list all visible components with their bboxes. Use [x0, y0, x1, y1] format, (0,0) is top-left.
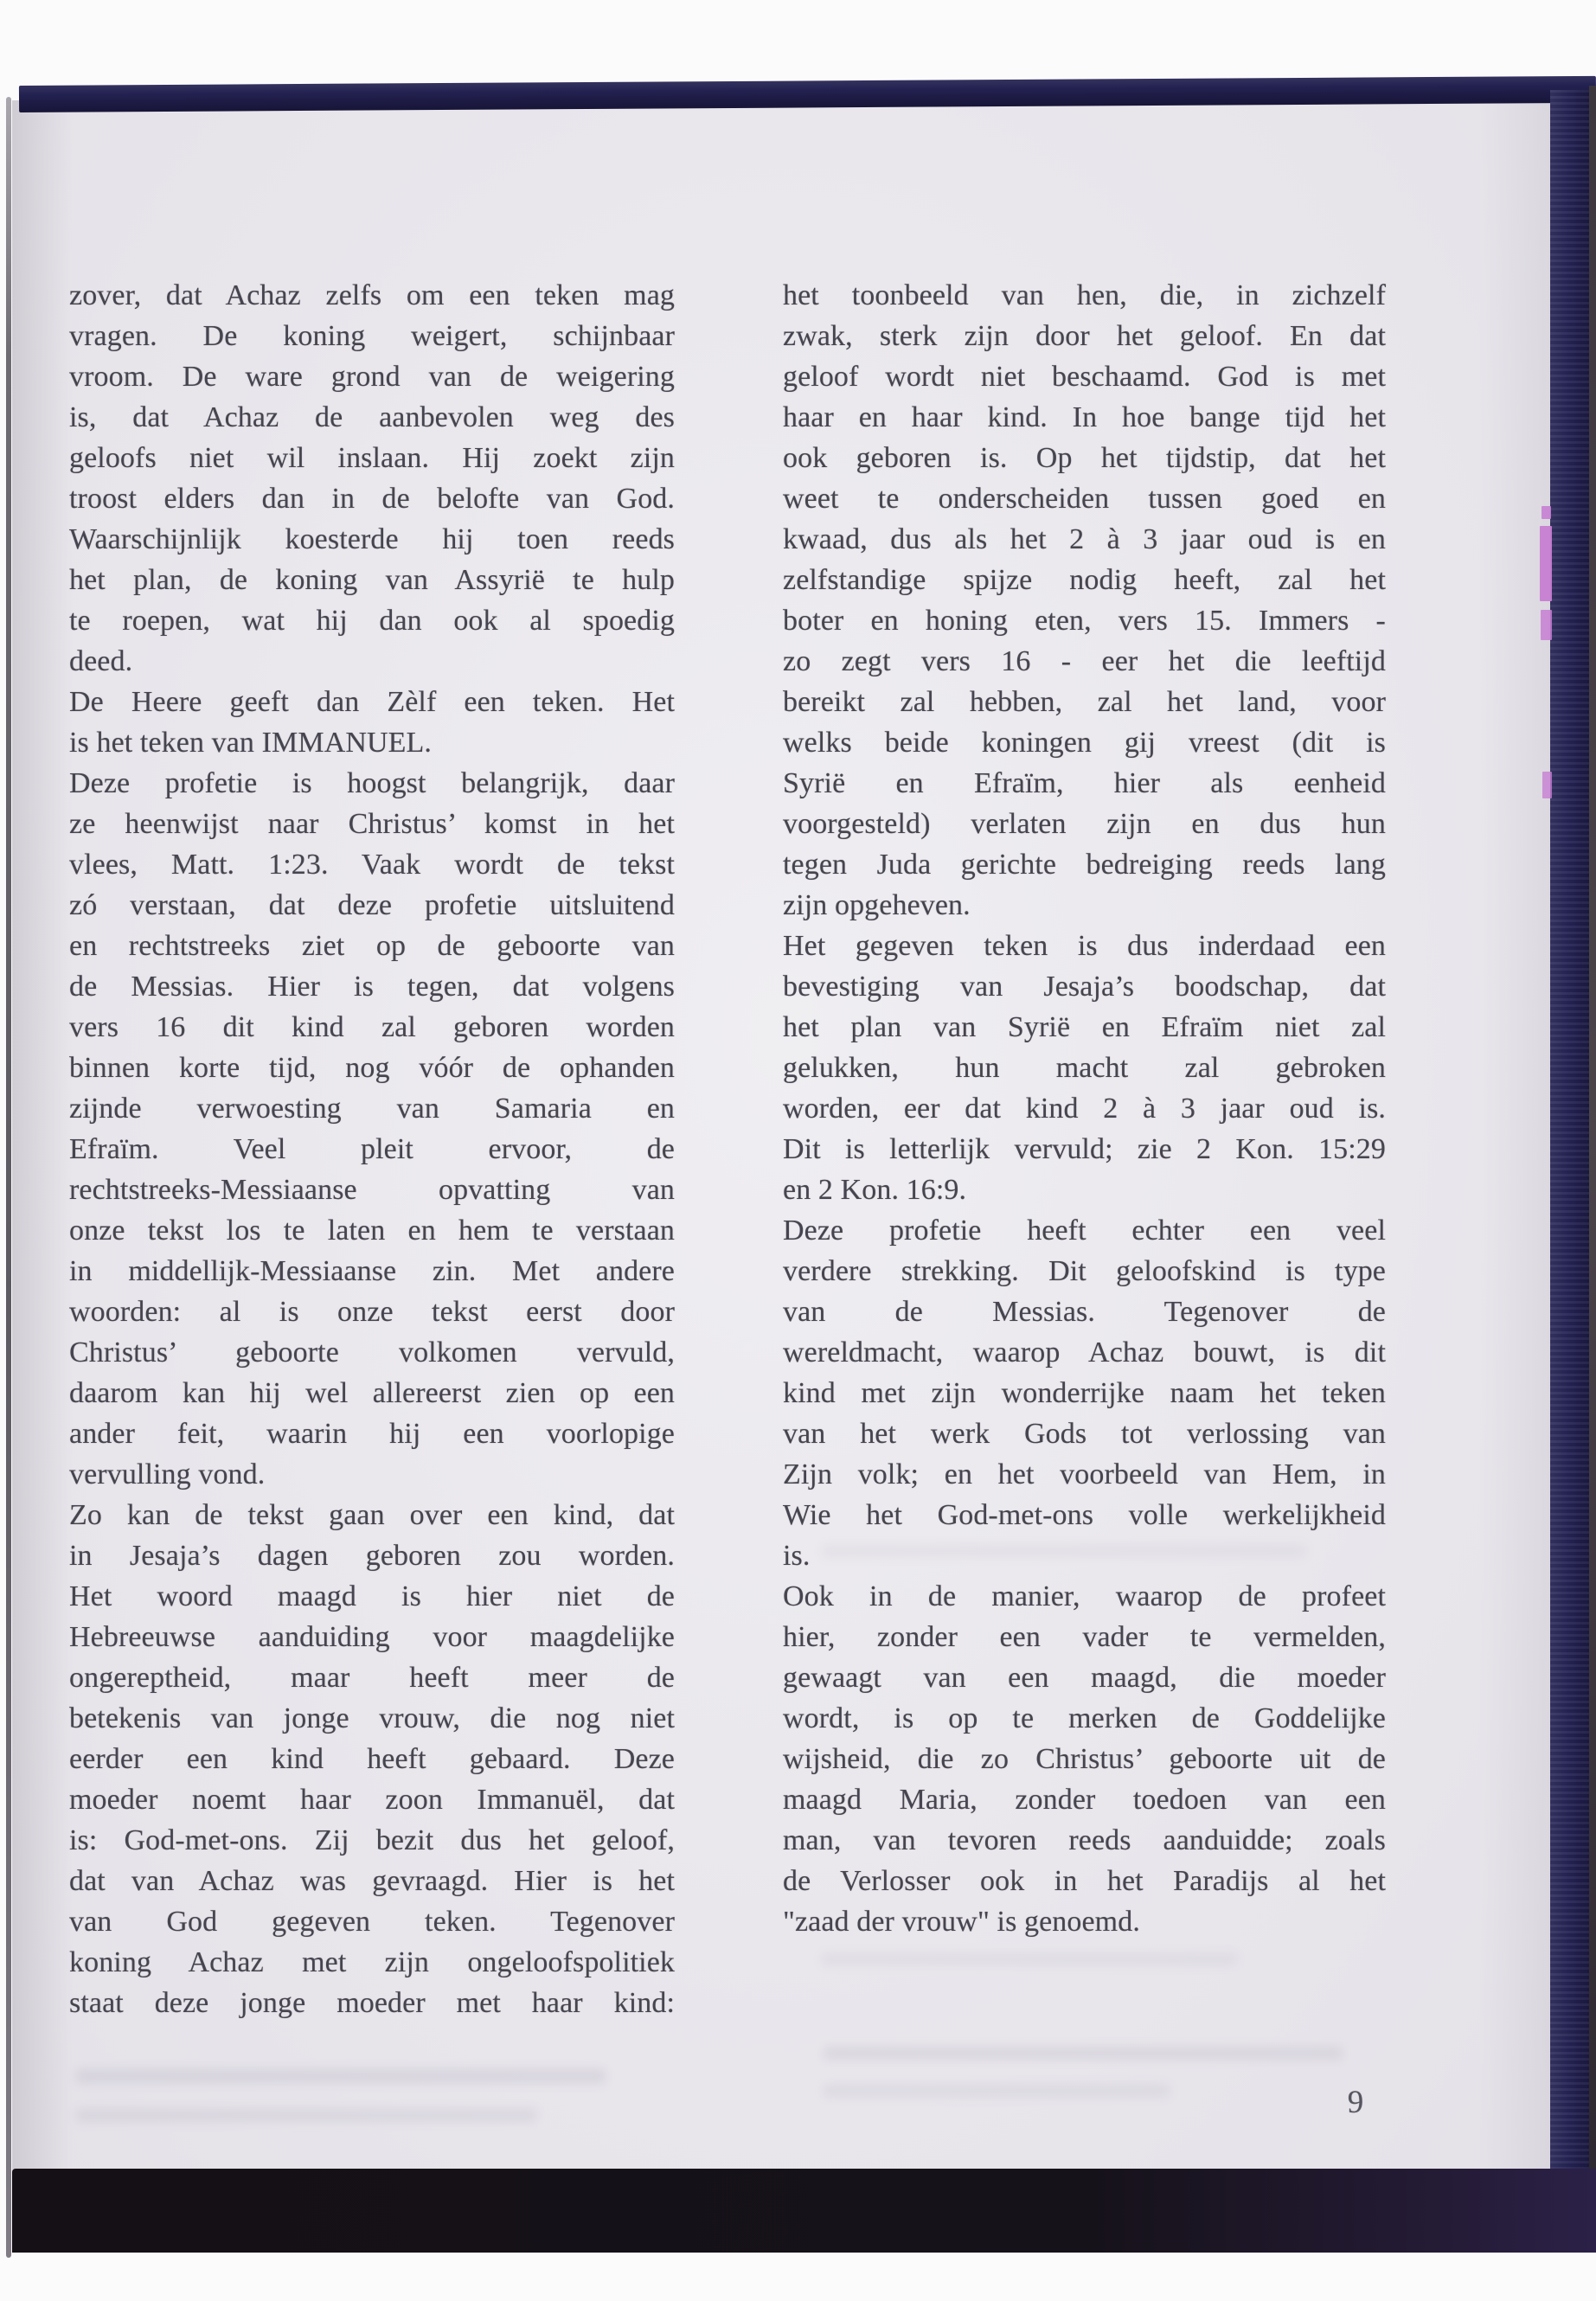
text-line: zijnde verwoesting van Samaria en [69, 1093, 675, 1125]
text-line: van het werk Gods tot verlossing van [783, 1418, 1386, 1450]
text-line: Het woord maagd is hier niet de [69, 1580, 675, 1612]
text-line: wereldmacht, waarop Achaz bouwt, is dit [783, 1336, 1386, 1368]
text-line: "zaad der vrouw" is genoemd. [783, 1906, 1140, 1938]
text-line: onze tekst los te laten en hem te verstaan [69, 1215, 675, 1247]
highlight-mark [1540, 526, 1552, 601]
highlight-mark [1542, 506, 1551, 519]
text-line: vervulling vond. [69, 1458, 266, 1490]
bleed-through-mark [76, 2069, 606, 2083]
text-column-right [783, 275, 1386, 1942]
text-line: staat deze jonge moeder met haar kind: [69, 1987, 675, 2019]
scanner-background-bottom [12, 2169, 1596, 2253]
text-line: zo zegt vers 16 - eer het die leeftijd [783, 645, 1386, 677]
text-line: gewaagt van een maagd, die moeder [783, 1662, 1386, 1694]
text-line: ongereptheid, maar heeft meer de [69, 1662, 675, 1694]
text-line: deed. [69, 645, 133, 677]
text-line: geloofs niet wil inslaan. Hij zoekt zijn [69, 442, 675, 474]
scan-edge-shadow-right [1589, 86, 1596, 2201]
text-line: wijsheid, die zo Christus’ geboorte uit de [783, 1743, 1386, 1775]
text-line: troost elders dan in de belofte van God. [69, 483, 675, 515]
text-line: bereikt zal hebben, zal het land, voor [783, 686, 1386, 718]
text-line: geloof wordt niet beschaamd. God is met [783, 361, 1386, 393]
highlight-mark [1541, 610, 1552, 640]
text-line: Deze profetie is hoogst belangrijk, daar [69, 767, 675, 799]
text-line: boter en honing eten, vers 15. Immers - [783, 605, 1386, 637]
text-line: is het teken van IMMANUEL. [69, 727, 433, 759]
text-line: Dit is letterlijk vervuld; zie 2 Kon. 15:29 [783, 1133, 1386, 1165]
text-line: ook geboren is. Op het tijdstip, dat het [783, 442, 1386, 474]
text-line: Ook in de manier, waarop de profeet [783, 1580, 1386, 1612]
text-line: is. [783, 1540, 811, 1572]
text-line: te roepen, wat hij dan ook al spoedig [69, 605, 675, 637]
text-line: in Jesaja’s dagen geboren zou worden. [69, 1540, 675, 1572]
text-line: in middellijk-Messiaanse zin. Met andere [69, 1255, 675, 1287]
text-line: zijn opgeheven. [783, 889, 971, 921]
text-line: en rechtstreeks ziet op de geboorte van [69, 930, 675, 962]
text-line: wordt, is op te merken de Goddelijke [783, 1702, 1386, 1734]
text-line: van de Messias. Tegenover de [783, 1296, 1386, 1328]
text-line: Wie het God-met-ons volle werkelijkheid [783, 1499, 1386, 1531]
text-line: de Verlosser ook in het Paradijs al het [783, 1865, 1386, 1897]
text-line: en 2 Kon. 16:9. [783, 1174, 967, 1206]
text-line: betekenis van jonge vrouw, die nog niet [69, 1702, 675, 1734]
text-line: vers 16 dit kind zal geboren worden [69, 1011, 675, 1043]
text-line: het plan, de koning van Assyrië te hulp [69, 564, 675, 596]
bleed-through-mark [76, 2109, 536, 2122]
text-line: Zo kan de tekst gaan over een kind, dat [69, 1499, 675, 1531]
text-line: daarom kan hij wel allereerst zien op een [69, 1377, 675, 1409]
text-line: Christus’ geboorte volkomen vervuld, [69, 1336, 675, 1368]
text-line: vragen. De koning weigert, schijnbaar [69, 320, 675, 352]
text-line: welks beide koningen gij vreest (dit is [783, 727, 1386, 759]
text-line: vlees, Matt. 1:23. Vaak wordt de tekst [69, 849, 675, 881]
text-line: eerder een kind heeft gebaard. Deze [69, 1743, 675, 1775]
text-line: maagd Maria, zonder toedoen van een [783, 1784, 1386, 1816]
text-line: dat van Achaz was gevraagd. Hier is het [69, 1865, 675, 1897]
text-line: ze heenwijst naar Christus’ komst in het [69, 808, 675, 840]
text-line: kwaad, dus als het 2 à 3 jaar oud is en [783, 523, 1386, 555]
text-line: ander feit, waarin hij een voorlopige [69, 1418, 675, 1450]
text-line: De Heere geeft dan Zèlf een teken. Het [69, 686, 675, 718]
text-line: zwak, sterk zijn door het geloof. En dat [783, 320, 1386, 352]
text-line: zó verstaan, dat deze profetie uitsluitend [69, 889, 675, 921]
text-line: het toonbeeld van hen, die, in zichzelf [783, 279, 1386, 311]
text-line: Deze profetie heeft echter een veel [783, 1215, 1386, 1247]
text-line: voorgesteld) verlaten zijn en dus hun [783, 808, 1386, 840]
text-line: zover, dat Achaz zelfs om een teken mag [69, 279, 675, 311]
text-line: het plan van Syrië en Efraïm niet zal [783, 1011, 1386, 1043]
text-line: weet te onderscheiden tussen goed en [783, 483, 1386, 515]
page-crease-shadow [6, 97, 11, 2258]
text-line: verdere strekking. Dit geloofskind is type [783, 1255, 1386, 1287]
text-line: zelfstandige spijze nodig heeft, zal het [783, 564, 1386, 596]
text-line: de Messias. Hier is tegen, dat volgens [69, 971, 675, 1003]
text-line: Waarschijnlijk koesterde hij toen reeds [69, 523, 675, 555]
text-line: gelukken, hun macht zal gebroken [783, 1052, 1386, 1084]
text-line: moeder noemt haar zoon Immanuël, dat [69, 1784, 675, 1816]
text-line: Het gegeven teken is dus inderdaad een [783, 930, 1386, 962]
text-line: Efraïm. Veel pleit ervoor, de [69, 1133, 675, 1165]
highlight-mark [1542, 772, 1552, 798]
bleed-through-mark [822, 1953, 1237, 1965]
text-line: worden, eer dat kind 2 à 3 jaar oud is. [783, 1093, 1386, 1125]
page-number: 9 [1347, 2085, 1364, 2120]
text-line: Zijn volk; en het voorbeeld van Hem, in [783, 1458, 1386, 1490]
text-line: binnen korte tijd, nog vóór de ophanden [69, 1052, 675, 1084]
text-line: Hebreeuwse aanduiding voor maagdelijke [69, 1621, 675, 1653]
text-line: rechtstreeks-Messiaanse opvatting van [69, 1174, 675, 1206]
text-line: woorden: al is onze tekst eerst door [69, 1296, 675, 1328]
bleed-through-mark [824, 2047, 1343, 2060]
text-line: bevestiging van Jesaja’s boodschap, dat [783, 971, 1386, 1003]
text-line: kind met zijn wonderrijke naam het teken [783, 1377, 1386, 1409]
text-line: haar en haar kind. In hoe bange tijd het [783, 401, 1386, 433]
bleed-through-mark [824, 2085, 1170, 2097]
text-line: is: God-met-ons. Zij bezit dus het geloof, [69, 1824, 675, 1856]
text-line: vroom. De ware grond van de weigering [69, 361, 675, 393]
text-column-left [69, 275, 675, 2023]
text-line: Syrië en Efraïm, hier als eenheid [783, 767, 1386, 799]
text-line: man, van tevoren reeds aanduidde; zoals [783, 1824, 1386, 1856]
text-line: van God gegeven teken. Tegenover [69, 1906, 675, 1938]
text-line: is, dat Achaz de aanbevolen weg des [69, 401, 675, 433]
book-cover-right-edge [1550, 90, 1590, 2183]
text-line: koning Achaz met zijn ongeloofspolitiek [69, 1946, 675, 1978]
text-line: tegen Juda gerichte bedreiging reeds lang [783, 849, 1386, 881]
text-line: hier, zonder een vader te vermelden, [783, 1621, 1386, 1653]
